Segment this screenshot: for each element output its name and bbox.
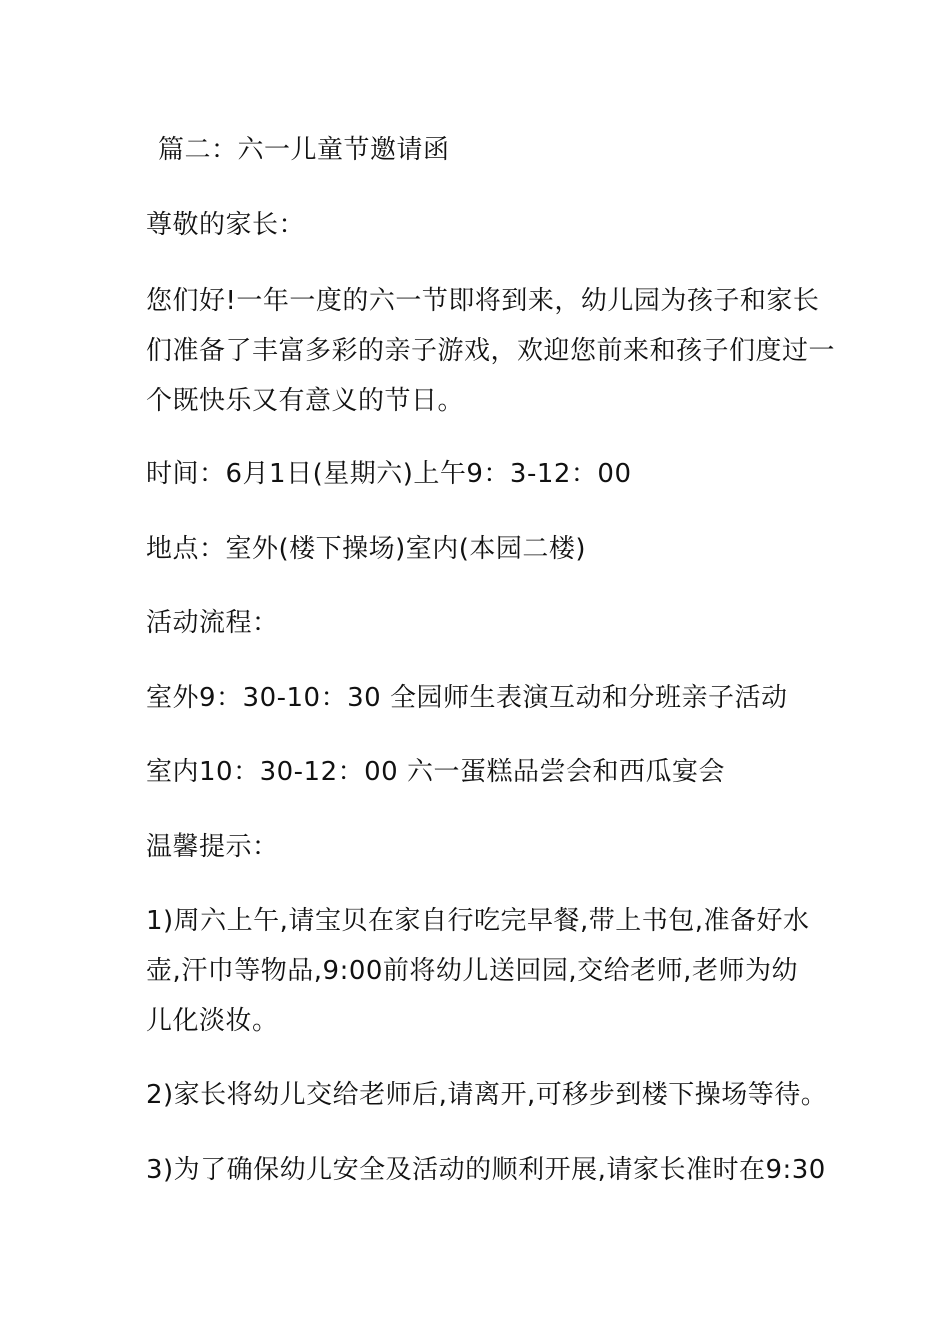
intro-line-3: 个既快乐又有意义的节日。 — [146, 386, 465, 416]
intro-line-2: 们准备了丰富多彩的亲子游戏，欢迎您前来和孩子们度过一 — [146, 336, 836, 366]
tip-3: 3)为了确保幼儿安全及活动的顺利开展,请家长准时在9:30 — [146, 1155, 826, 1185]
tips-heading: 温馨提示： — [146, 832, 279, 862]
tip-1-line-2: 壶,汗巾等物品,9:00前将幼儿送回园,交给老师,老师为幼 — [146, 956, 798, 986]
event-location: 地点：室外(楼下操场)室内(本园二楼) — [146, 534, 587, 564]
salutation: 尊敬的家长： — [146, 210, 306, 240]
event-time: 时间：6月1日(星期六)上午9：3-12：00 — [146, 459, 632, 489]
process-indoor: 室内10：30-12：00 六一蛋糕品尝会和西瓜宴会 — [146, 757, 725, 787]
tip-1-line-1: 1)周六上午,请宝贝在家自行吃完早餐,带上书包,准备好水 — [146, 906, 810, 936]
tip-2: 2)家长将幼儿交给老师后,请离开,可移步到楼下操场等待。 — [146, 1080, 828, 1110]
process-heading: 活动流程： — [146, 608, 279, 638]
document-title: 篇二：六一儿童节邀请函 — [158, 135, 450, 165]
process-outdoor: 室外9：30-10：30 全园师生表演互动和分班亲子活动 — [146, 683, 788, 713]
tip-1-line-3: 儿化淡妆。 — [146, 1006, 279, 1036]
intro-line-1: 您们好!一年一度的六一节即将到来，幼儿园为孩子和家长 — [146, 286, 820, 316]
